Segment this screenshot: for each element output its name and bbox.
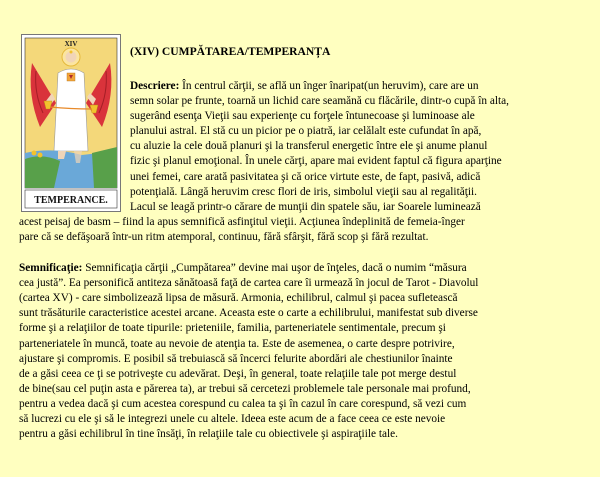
meaning-line-10: să lucrezi cu ele şi să le integrezi unele cu altele. Ideea este acum de a face ceea ce este nevoie: [19, 412, 446, 425]
paragraph-gap: [19, 245, 597, 261]
meaning-line-2: (cartea XV) - care simbolizează lipsa de măsură. Armonia, echilibrul, calmul şi pacea sufletească: [19, 292, 458, 305]
description-label: Descriere:: [130, 80, 180, 92]
meaning-line-5: parteneriatele în muncă, toate au nevoie de atenţia ta. Este de asemenea, o carte despre potrivire,: [19, 337, 455, 350]
meaning-label: Semnificaţie:: [19, 262, 83, 275]
meaning-line-1: cea justă”. Ea personifică antiteza sănătoasă faţă de cartea care îi urmează în jocul de Tarot - Diavolul: [19, 277, 479, 290]
description-line-9: acest peisaj de basm – fiind la apus semnifică asfinţitul vieţii. Acţiunea îndeplinită de femeia-înger: [19, 215, 465, 228]
description-line-3: planului astral. El stă cu un picior pe o piatră, iar celălalt este cufundat în apă,: [130, 125, 482, 138]
article-text: [19, 79, 597, 442]
description-wrapped: [19, 79, 597, 215]
meaning-line-4: forme şi a relaţiilor de toate tipurile: prieteniile, familia, parteneriatele sentimentale, precum şi: [19, 322, 446, 335]
description-line-5: fizic şi planul emoţional. În unele cărţi, apare mai evident faptul că figura aparţine: [130, 155, 502, 168]
description-line-4: cu aluzie la cele două planuri şi la transferul energetic între ele şi anume planul: [130, 140, 488, 153]
meaning-line-0: Semnificaţie: Semnificaţia cărţii „Cumpătarea” devine mai uşor de înţeles, dacă o numim “măsura: [19, 262, 467, 275]
meaning-line-11: pentru a găsi echilibrul în tine însăţi, în relaţiile tale cu obiectivele şi aspiraţiile tale.: [19, 428, 398, 441]
description-line-1: semn solar pe frunte, toarnă un lichid care seamănă cu flăcările, dintr-o cupă în alta,: [130, 95, 509, 108]
meaning-line-6: ajustare şi compromis. E posibil să trebuiască să încerci felurite abordări ale chestiunilor înainte: [19, 352, 453, 365]
description-line-8: Lacul se leagă printr-o cărare de munţii din spatele său, iar Soarele luminează: [130, 200, 481, 213]
description-line-10: pare că se defăşoară într-un ritm atemporal, continuu, fără sfârşit, fără scop şi fără rezultat.: [19, 230, 429, 243]
description-line-0: Descriere: În centrul cărţii, se află un înger înaripat(un heruvim), care are un: [130, 80, 479, 92]
description-line-2: sugerând esenţa Vieţii sau experienţe cu forţele întunecoase şi luminoase ale: [130, 110, 475, 123]
meaning-line-9: pentru a vedea dacă şi cum acestea corespund cu calea ta şi în cazul în care corespund, să vezi cum: [19, 397, 467, 410]
card-name: TEMPERANCE.: [34, 195, 108, 206]
page-title: (XIV) CUMPĂTAREA/TEMPERANȚA: [130, 45, 331, 58]
meaning-line-8: de bine(sau cel puţin asta e părerea ta), ar trebui să cercetezi problemele tale personale mai profund,: [19, 382, 471, 395]
description-line-7: potenţială. Lângă heruvim cresc flori de iris, simbolul vieţii sau al regalităţii.: [130, 185, 477, 198]
meaning-line-3: sunt trăsăturile caracteristice acestei arcane. Aceasta este o carte a echilibrului, manifestat sub diverse: [19, 307, 478, 320]
card-number: XIV: [64, 40, 78, 48]
meaning-line-7: de a găsi ceea ce ţi se potriveşte cu adevărat. Deşi, în general, toate relaţiile tale pot merge destul: [19, 367, 457, 380]
description-line-6: unei femei, care arată pasivitatea şi că orice virtute este, de fapt, pasivă, adică: [130, 170, 481, 183]
